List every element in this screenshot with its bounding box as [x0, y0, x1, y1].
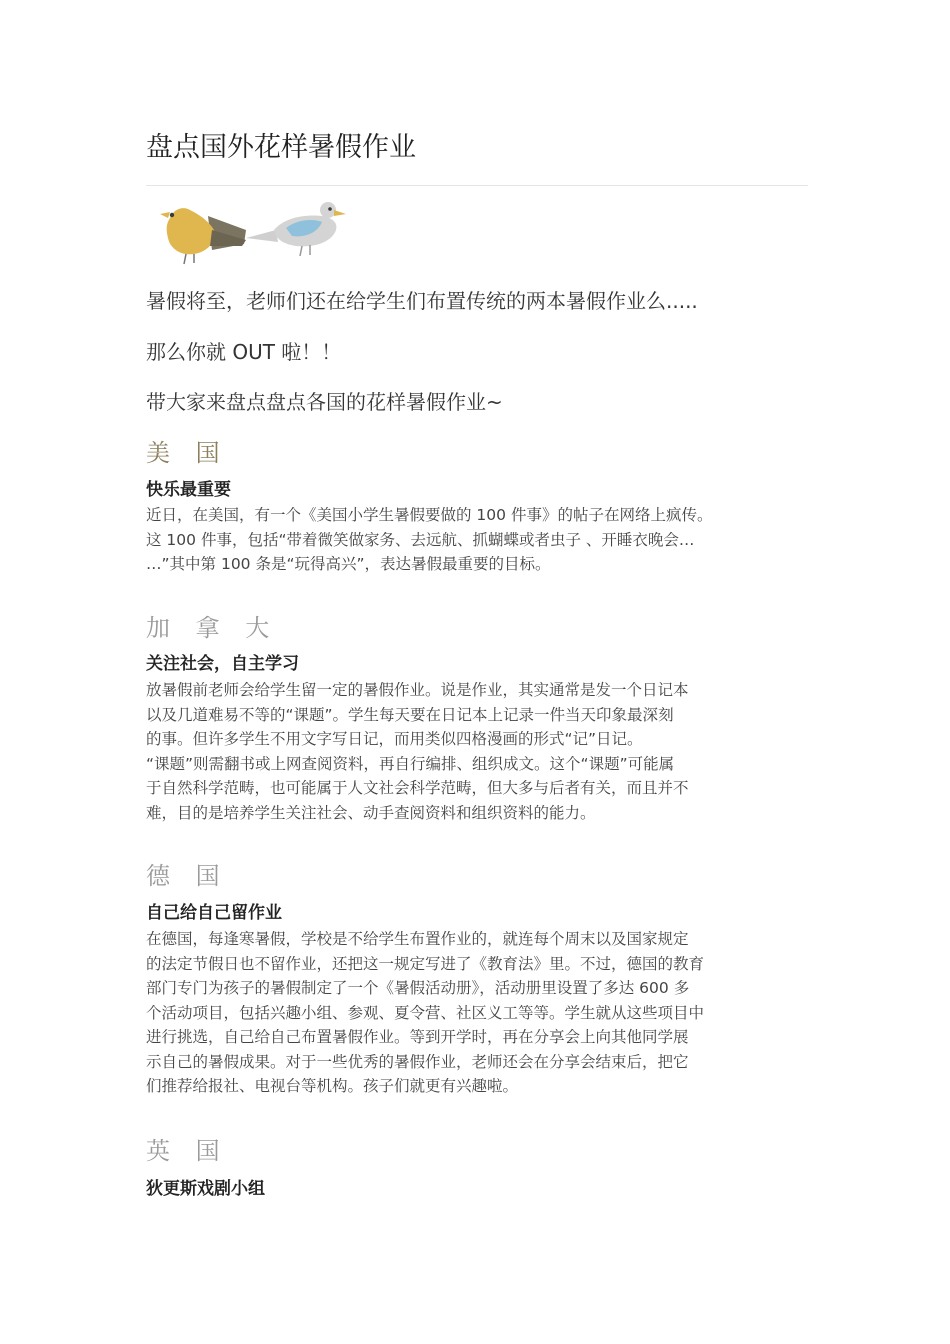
section-body-usa: [146, 503, 808, 577]
section-subtitle-uk: 狄更斯戏剧小组: [146, 1179, 265, 1199]
paragraph-line: 部门专门为孩子的暑假制定了一个《暑假活动册》，活动册里设置了多达 600 多: [146, 979, 690, 997]
article-title: 盘点国外花样暑假作业: [146, 132, 416, 163]
paragraph-line: 的法定节假日也不留作业，还把这一规定写进了《教育法》里。不过，德国的教育: [146, 954, 705, 973]
country-heading-canada: 加 拿 大: [146, 614, 279, 642]
paragraph-line: 于自然科学范畴，也可能属于人文社会科学范畴，但大多与后者有关，而且并不: [146, 779, 689, 797]
intro-line-2: 那么你就 OUT 啦！！: [146, 340, 342, 364]
birds-illustration: [146, 200, 351, 266]
paragraph-line: 个活动项目，包括兴趣小组、参观、夏令营、社区义工等等。学生就从这些项目中: [146, 1003, 705, 1022]
paragraph-line: 们推荐给报社、电视台等机构。孩子们就更有兴趣啦。: [146, 1077, 519, 1095]
paragraph-line: 进行挑选，自己给自己布置暑假作业。等到开学时，再在分享会上向其他同学展: [146, 1028, 689, 1046]
country-heading-usa: 美 国: [146, 439, 229, 467]
title-divider: [146, 185, 808, 186]
yellow-bird-icon: [160, 208, 246, 264]
country-heading-uk: 英 国: [146, 1137, 229, 1165]
paragraph-line: 在德国，每逢寒暑假，学校是不给学生布置作业的，就连每个周末以及国家规定: [146, 930, 689, 948]
paragraph-line: …”其中第 100 条是“玩得高兴”，表达暑假最重要的目标。: [146, 555, 551, 573]
paragraph-line: 难，目的是培养学生关注社会、动手查阅资料和组织资料的能力。: [146, 803, 596, 822]
paragraph-line: 放暑假前老师会给学生留一定的暑假作业。说是作业，其实通常是发一个日记本: [146, 681, 689, 699]
paragraph-line: 示自己的暑假成果。对于一些优秀的暑假作业，老师还会在分享会结束后，把它: [146, 1052, 689, 1071]
paragraph-line: 以及几道难易不等的“课题”。学生每天要在日记本上记录一件当天印象最深刻: [146, 705, 674, 724]
section-body-germany: [146, 927, 808, 1099]
blue-bird-icon: [246, 202, 346, 256]
section-subtitle-usa: 快乐最重要: [146, 480, 231, 500]
paragraph-line: 这 100 件事，包括“带着微笑做家务、去远航、抓蝴蝶或者虫子 、开睡衣晚会…: [146, 530, 695, 549]
country-heading-germany: 德 国: [146, 862, 229, 890]
paragraph-line: 近日，在美国，有一个《美国小学生暑假要做的 100 件事》的帖子在网络上疯传。: [146, 506, 713, 524]
section-subtitle-germany: 自己给自己留作业: [146, 903, 282, 923]
intro-line-1: 暑假将至，老师们还在给学生们布置传统的两本暑假作业么.....: [146, 289, 698, 313]
paragraph-line: “课题”则需翻书或上网查阅资料，再自行编排、组织成文。这个“课题”可能属: [146, 754, 675, 773]
section-body-canada: [146, 678, 808, 825]
section-subtitle-canada: 关注社会，自主学习: [146, 654, 299, 674]
intro-line-3: 带大家来盘点盘点各国的花样暑假作业~: [146, 390, 503, 414]
paragraph-line: 的事。但许多学生不用文字写日记，而用类似四格漫画的形式“记”日记。: [146, 730, 643, 748]
